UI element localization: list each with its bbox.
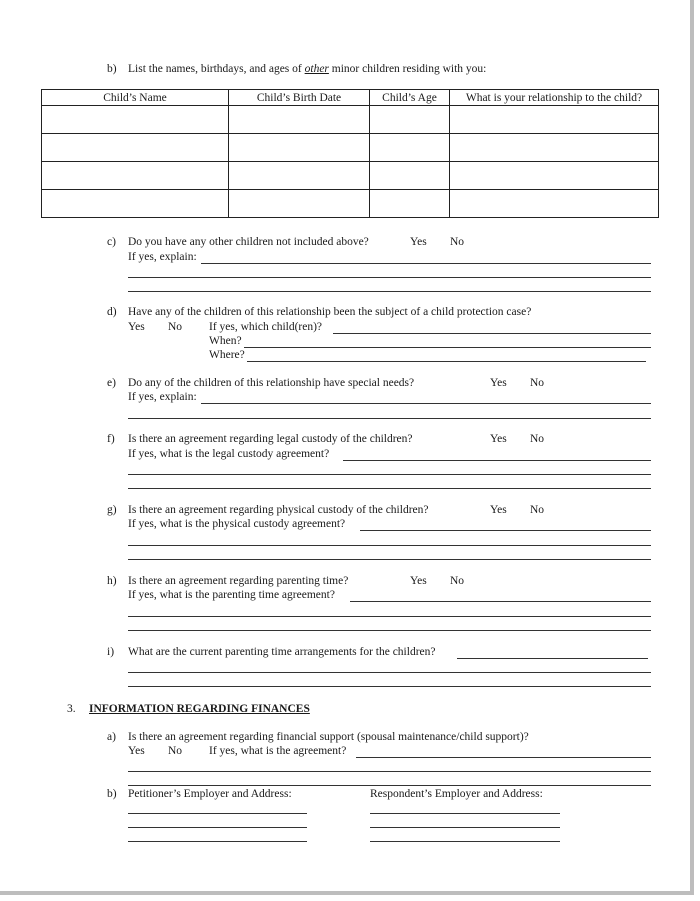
item-h-yes[interactable]: Yes bbox=[410, 575, 427, 587]
item-c-no[interactable]: No bbox=[450, 236, 465, 248]
table-cell[interactable] bbox=[42, 106, 229, 134]
respondent-employer-label: Respondent’s Employer and Address: bbox=[370, 788, 543, 800]
item-h-answer-line-1[interactable] bbox=[350, 601, 651, 602]
item-e-no[interactable]: No bbox=[530, 377, 545, 389]
table-cell[interactable] bbox=[370, 190, 450, 218]
item-f-answer-line-2[interactable] bbox=[128, 474, 651, 475]
section-3-number: 3. bbox=[67, 703, 76, 715]
item-i-question: What are the current parenting time arrangements for the children? bbox=[128, 646, 436, 658]
table-cell[interactable] bbox=[229, 134, 370, 162]
petitioner-address-line-1[interactable] bbox=[128, 813, 307, 814]
table-cell[interactable] bbox=[450, 190, 659, 218]
item-g-answer-line-3[interactable] bbox=[128, 559, 651, 560]
item-h-question: Is there an agreement regarding parenting time? bbox=[128, 575, 349, 587]
item-c-answer-line-3[interactable] bbox=[128, 291, 651, 292]
item-g-answer-line-2[interactable] bbox=[128, 545, 651, 546]
col-age: Child’s Age bbox=[370, 90, 450, 106]
item-e-letter: e) bbox=[107, 377, 116, 389]
item-g-no[interactable]: No bbox=[530, 504, 545, 516]
item-3a-no[interactable]: No bbox=[168, 745, 183, 757]
table-row bbox=[42, 106, 659, 134]
item-f-question: Is there an agreement regarding legal custody of the children? bbox=[128, 433, 413, 445]
table-cell[interactable] bbox=[450, 106, 659, 134]
item-c-followup: If yes, explain: bbox=[128, 251, 197, 263]
item-e-followup: If yes, explain: bbox=[128, 391, 197, 403]
item-d-when-line[interactable] bbox=[244, 347, 651, 348]
table-header-row bbox=[42, 90, 659, 106]
item-c-question: Do you have any other children not included above? bbox=[128, 236, 369, 248]
item-i-answer-line-3[interactable] bbox=[128, 686, 651, 687]
item-d-where: Where? bbox=[209, 349, 245, 361]
item-d-yes[interactable]: Yes bbox=[128, 321, 145, 333]
table-cell[interactable] bbox=[42, 162, 229, 190]
item-3a-answer-line-1[interactable] bbox=[356, 757, 651, 758]
item-e-answer-line-1[interactable] bbox=[201, 403, 651, 404]
item-f-yes[interactable]: Yes bbox=[490, 433, 507, 445]
item-3b-letter: b) bbox=[107, 788, 117, 800]
item-b-suffix: minor children residing with you: bbox=[328, 63, 487, 75]
respondent-address-line-3[interactable] bbox=[370, 841, 560, 842]
table-cell[interactable] bbox=[370, 106, 450, 134]
respondent-address-line-2[interactable] bbox=[370, 827, 560, 828]
table-row bbox=[42, 134, 659, 162]
item-3a-answer-line-3[interactable] bbox=[128, 785, 651, 786]
item-c-letter: c) bbox=[107, 236, 116, 248]
col-birth-date: Child’s Birth Date bbox=[229, 90, 370, 106]
item-d-no[interactable]: No bbox=[168, 321, 183, 333]
item-b-prefix: List the names, birthdays, and ages of bbox=[128, 63, 305, 75]
item-g-yes[interactable]: Yes bbox=[490, 504, 507, 516]
table-cell[interactable] bbox=[370, 134, 450, 162]
item-d-where-line[interactable] bbox=[247, 361, 646, 362]
item-d-which-line[interactable] bbox=[333, 333, 651, 334]
table-cell[interactable] bbox=[229, 162, 370, 190]
item-e-answer-line-2[interactable] bbox=[128, 418, 651, 419]
item-3a-letter: a) bbox=[107, 731, 116, 743]
item-i-answer-line-1[interactable] bbox=[457, 658, 648, 659]
item-d-when: When? bbox=[209, 335, 242, 347]
col-childs-name: Child’s Name bbox=[42, 90, 229, 106]
item-3a-yes[interactable]: Yes bbox=[128, 745, 145, 757]
item-g-answer-line-1[interactable] bbox=[360, 530, 651, 531]
table-cell[interactable] bbox=[42, 190, 229, 218]
item-g-question: Is there an agreement regarding physical custody of the children? bbox=[128, 504, 429, 516]
item-c-answer-line-2[interactable] bbox=[128, 277, 651, 278]
respondent-address-line-1[interactable] bbox=[370, 813, 560, 814]
item-i-letter: i) bbox=[107, 646, 115, 658]
petitioner-address-line-2[interactable] bbox=[128, 827, 307, 828]
item-d-question: Have any of the children of this relationship been the subject of a child protection case? bbox=[128, 306, 532, 318]
item-c-yes[interactable]: Yes bbox=[410, 236, 427, 248]
item-i-answer-line-2[interactable] bbox=[128, 672, 651, 673]
item-b-emphasis: other bbox=[304, 63, 329, 75]
item-g-letter: g) bbox=[107, 504, 117, 516]
item-f-followup: If yes, what is the legal custody agreement? bbox=[128, 448, 330, 460]
item-e-yes[interactable]: Yes bbox=[490, 377, 507, 389]
item-h-followup: If yes, what is the parenting time agreement? bbox=[128, 589, 335, 601]
item-f-answer-line-3[interactable] bbox=[128, 488, 651, 489]
col-relationship: What is your relationship to the child? bbox=[450, 90, 659, 106]
item-b-letter: b) bbox=[107, 63, 117, 75]
item-h-letter: h) bbox=[107, 575, 117, 587]
petitioner-address-line-3[interactable] bbox=[128, 841, 307, 842]
table-cell[interactable] bbox=[42, 134, 229, 162]
item-f-no[interactable]: No bbox=[530, 433, 545, 445]
item-f-answer-line-1[interactable] bbox=[343, 460, 651, 461]
item-e-question: Do any of the children of this relationship have special needs? bbox=[128, 377, 415, 389]
children-table bbox=[41, 89, 659, 218]
item-f-letter: f) bbox=[107, 433, 115, 445]
item-h-no[interactable]: No bbox=[450, 575, 465, 587]
item-3a-question: Is there an agreement regarding financial support (spousal maintenance/child support)? bbox=[128, 731, 529, 743]
item-3a-answer-line-2[interactable] bbox=[128, 771, 651, 772]
item-h-answer-line-2[interactable] bbox=[128, 616, 651, 617]
item-3a-followup: If yes, what is the agreement? bbox=[209, 745, 347, 757]
item-g-followup: If yes, what is the physical custody agreement? bbox=[128, 518, 346, 530]
table-cell[interactable] bbox=[450, 162, 659, 190]
item-b-question bbox=[128, 63, 486, 75]
table-row bbox=[42, 162, 659, 190]
item-d-letter: d) bbox=[107, 306, 117, 318]
table-cell[interactable] bbox=[450, 134, 659, 162]
item-d-which: If yes, which child(ren)? bbox=[209, 321, 323, 333]
item-h-answer-line-3[interactable] bbox=[128, 630, 651, 631]
table-cell[interactable] bbox=[229, 190, 370, 218]
item-c-answer-line-1[interactable] bbox=[201, 263, 651, 264]
table-cell[interactable] bbox=[370, 162, 450, 190]
section-3-title: INFORMATION REGARDING FINANCES bbox=[89, 703, 310, 715]
table-row bbox=[42, 190, 659, 218]
petitioner-employer-label: Petitioner’s Employer and Address: bbox=[128, 788, 292, 800]
table-cell[interactable] bbox=[229, 106, 370, 134]
